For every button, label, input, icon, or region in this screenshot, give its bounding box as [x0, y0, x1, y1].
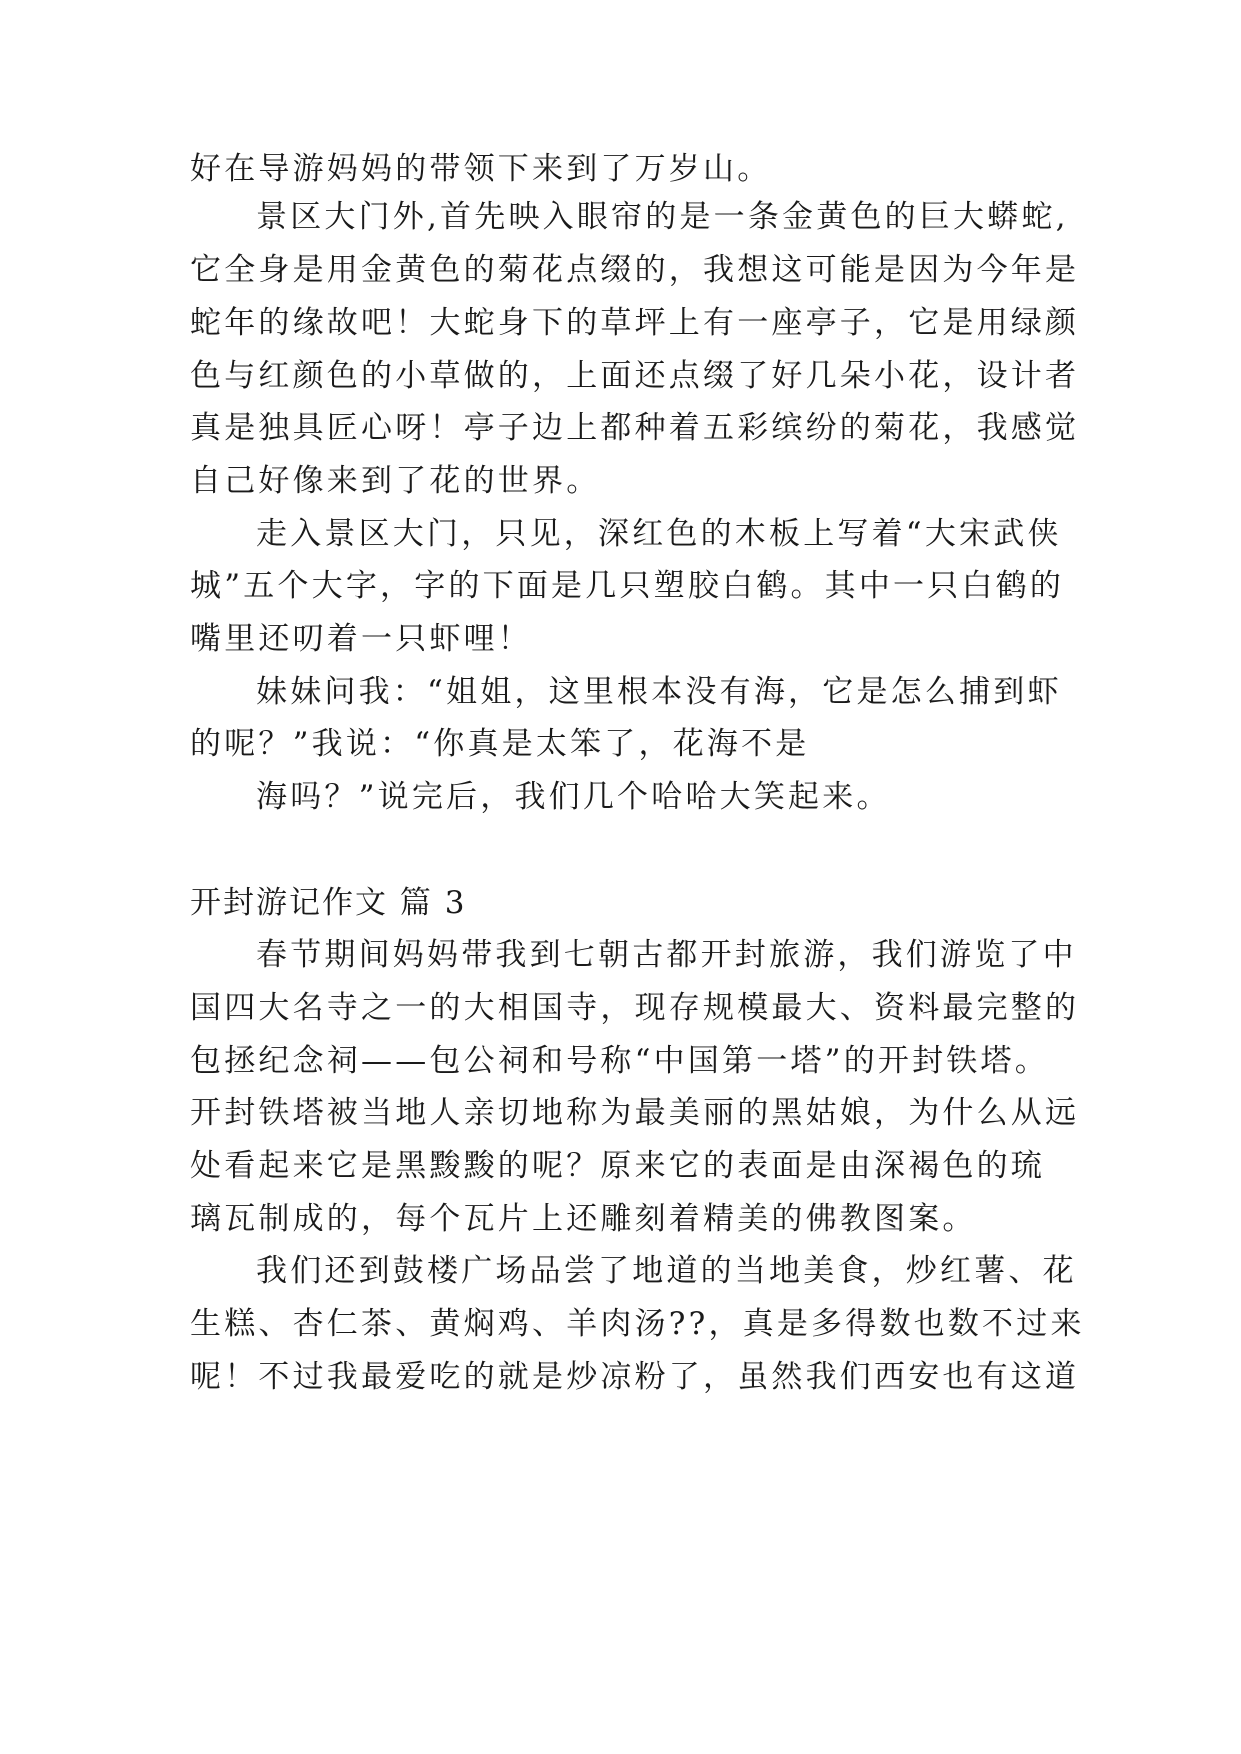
text-line: 城”五个大字，字的下面是几只塑胶白鹤。其中一只白鹤的: [190, 568, 1065, 604]
text-line: 国四大名寺之一的大相国寺，现存规模最大、资料最完整的: [190, 990, 1080, 1026]
text-line: 的呢？”我说：“你真是太笨了，花海不是: [190, 726, 810, 762]
text-line: 包拯纪念祠——包公祠和号称“中国第一塔”的开封铁塔。: [190, 1043, 1049, 1079]
text-line: 它全身是用金黄色的菊花点缀的，我想这可能是因为今年是: [190, 252, 1080, 288]
paragraph-start-line: 妹妹问我：“姐姐，这里根本没有海，它是怎么捕到虾: [256, 674, 1062, 710]
text-line: 色与红颜色的小草做的，上面还点缀了好几朵小花，设计者: [190, 358, 1080, 394]
paragraph-start-line: 我们还到鼓楼广场品尝了地道的当地美食，炒红薯、花: [256, 1253, 1077, 1289]
text-line: 生糕、杏仁茶、黄焖鸡、羊肉汤??，真是多得数也数不过来: [190, 1306, 1085, 1342]
text-line: 处看起来它是黑黢黢的呢？原来它的表面是由深褐色的琉: [190, 1148, 1045, 1184]
paragraph-start-line: 景区大门外,首先映入眼帘的是一条金黄色的巨大蟒蛇,: [256, 199, 1069, 235]
text-line: 嘴里还叨着一只虾哩！: [190, 621, 532, 657]
paragraph-start-line: 春节期间妈妈带我到七朝古都开封旅游，我们游览了中: [256, 937, 1077, 973]
section-heading: 开封游记作文 篇 3: [190, 885, 467, 921]
text-line: 真是独具匠心呀！亭子边上都种着五彩缤纷的菊花，我感觉: [190, 410, 1080, 446]
text-line: 璃瓦制成的，每个瓦片上还雕刻着精美的佛教图案。: [190, 1201, 977, 1237]
text-line: 呢！不过我最爱吃的就是炒凉粉了，虽然我们西安也有这道: [190, 1359, 1080, 1395]
text-line: 蛇年的缘故吧！大蛇身下的草坪上有一座亭子，它是用绿颜: [190, 305, 1080, 341]
text-line: 开封铁塔被当地人亲切地称为最美丽的黑姑娘，为什么从远: [190, 1095, 1080, 1131]
text-line: 自己好像来到了花的世界。: [190, 463, 601, 499]
paragraph-start-line: 海吗？”说完后，我们几个哈哈大笑起来。: [256, 779, 891, 815]
paragraph-start-line: 走入景区大门，只见，深红色的木板上写着“大宋武侠: [256, 516, 1062, 552]
text-line: 好在导游妈妈的带领下来到了万岁山。: [190, 151, 772, 187]
